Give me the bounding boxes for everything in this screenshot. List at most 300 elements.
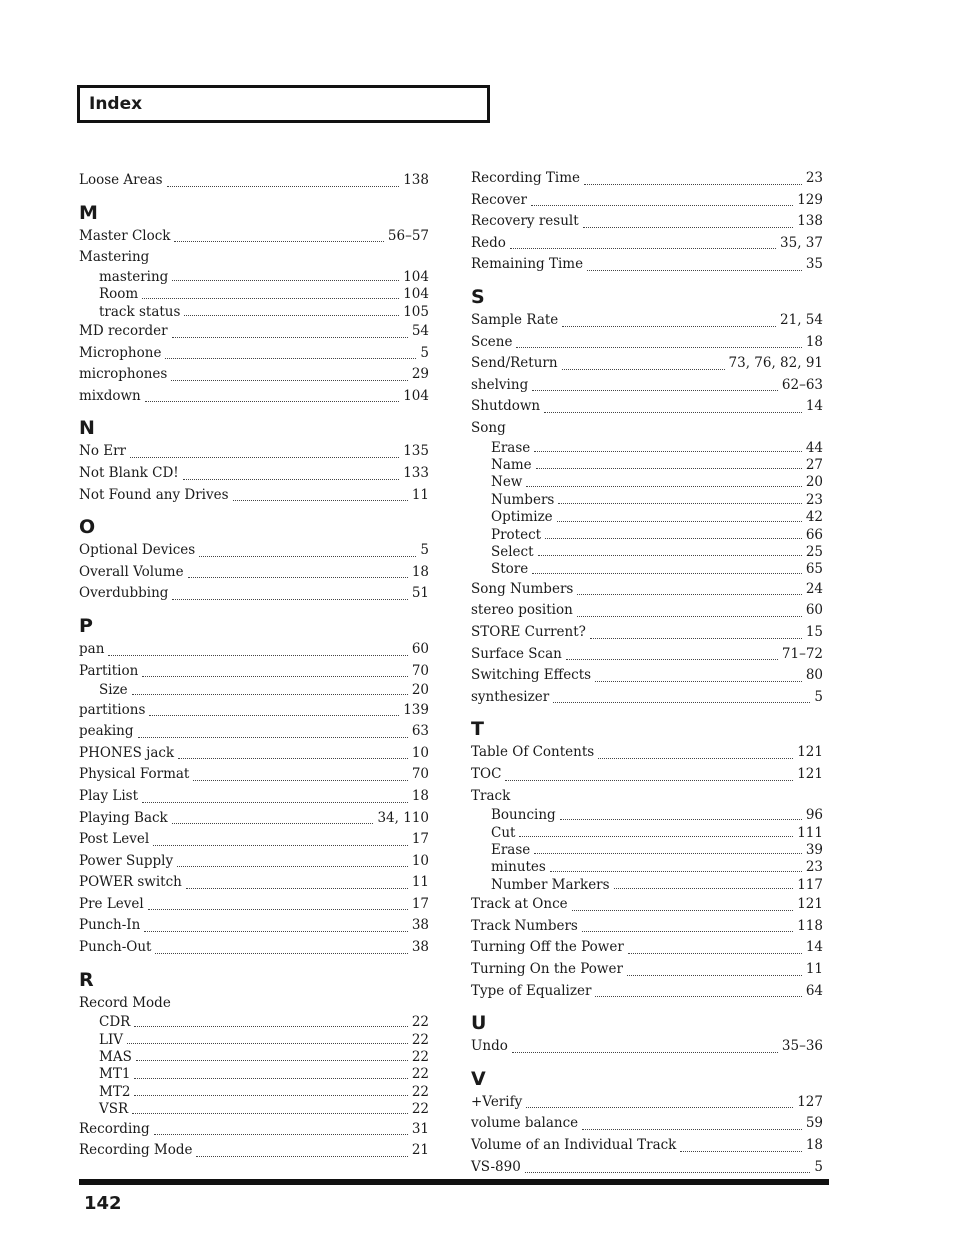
entry-label: minutes [491,859,546,876]
entry-page: 60 [411,640,429,657]
entry-label: Cut [491,824,516,841]
index-subentry [471,561,823,578]
entry-label: POWER switch [79,874,182,891]
entry-page: 35–36 [781,1038,823,1055]
entry-page: 64 [805,982,823,999]
entry-page: 38 [411,939,429,956]
index-entry [471,916,823,938]
entry-label: track status [99,303,181,320]
entry-label: Table Of Contents [471,744,595,761]
dot-leader [614,877,794,894]
index-entry [471,1092,823,1114]
dot-leader [577,600,802,622]
entry-label: Recording Time [471,170,580,186]
entry-page: 135 [403,443,429,460]
entry-label: Select [491,543,534,560]
entry-page: 23 [805,859,823,876]
entry-page: 22 [411,1031,429,1048]
entry-label: Redo [471,234,506,251]
dot-leader [154,1119,408,1141]
entry-page: 10 [411,852,429,869]
dot-leader [562,353,725,375]
entry-page: 121 [797,896,823,913]
index-entry [471,418,823,440]
dot-leader [178,743,408,765]
dot-leader [142,286,399,303]
index-entry [79,321,429,343]
entry-page: 23 [805,170,823,186]
entry-label: Recording Mode [79,1142,193,1159]
entry-page: 22 [411,1101,429,1118]
entry-page: 63 [411,723,429,740]
dot-leader [134,1014,407,1031]
entry-label: +Verify [471,1093,523,1110]
entry-page: 18 [411,563,429,580]
index-subentry [79,682,429,699]
index-column-left [79,170,429,1162]
index-entry [79,226,429,248]
section-letter: P [79,614,93,637]
dot-leader [531,190,793,212]
index-entry [471,937,823,959]
entry-page: 54 [411,323,429,339]
entry-label: Numbers [491,491,555,508]
dot-leader [595,665,802,687]
entry-label: Record Mode [79,994,171,1011]
entry-page: 11 [411,486,429,503]
index-entry [79,343,429,365]
entry-page: 5 [420,344,429,361]
index-entry [471,375,823,397]
entry-label: Power Supply [79,852,174,869]
dot-leader [199,540,416,562]
entry-label: mastering [99,268,169,285]
index-subentry [471,877,823,894]
entry-label: Shutdown [471,398,541,415]
dot-leader [582,916,793,938]
dot-leader [680,1135,801,1157]
index-entry [79,851,429,873]
index-column-right [471,168,823,1178]
index-entry [79,764,429,786]
entry-label: Surface Scan [471,645,562,662]
dot-leader [505,764,793,786]
index-entry [471,396,823,418]
index-entry [471,190,823,212]
entry-page: 70 [411,662,429,679]
index-subentry [471,807,823,824]
entry-label: No Err [79,443,126,460]
index-entry [471,1135,823,1157]
index-subentry [79,1084,429,1101]
entry-label: Sample Rate [471,311,559,328]
entry-label: Pre Level [79,895,144,912]
entry-label: Recovery result [471,213,579,230]
entry-label: Microphone [79,344,162,361]
entry-page: 59 [805,1115,823,1132]
dot-leader [127,1032,408,1049]
entry-label: shelving [471,376,529,393]
entry-page: 5 [420,542,429,559]
entry-label: Protect [491,526,542,543]
index-entry [79,441,429,463]
dot-leader [538,544,802,561]
entry-label: Size [99,682,128,699]
entry-label: peaking [79,723,134,740]
index-entry [471,1157,823,1179]
dot-leader [130,441,399,463]
dot-leader [165,343,416,365]
dot-leader [526,474,801,491]
entry-page: 20 [411,682,429,699]
entry-page: 22 [411,1049,429,1066]
index-entry [471,981,823,1003]
entry-page: 20 [805,474,823,491]
dot-leader [519,825,793,842]
entry-label: Name [491,456,532,473]
entry-label: MAS [99,1049,132,1066]
index-entry [471,332,823,354]
index-entry [79,808,429,830]
index-entry [471,1036,823,1058]
dot-leader [167,170,400,192]
section-letter: T [471,718,484,741]
index-subentry [79,286,429,303]
entry-label: LIV [99,1031,124,1048]
index-entry [79,583,429,605]
entry-page: 34, 110 [377,809,429,826]
entry-page: 104 [403,286,429,303]
page-title: Index [89,94,143,114]
index-entry [79,829,429,851]
entry-label: Punch-Out [79,939,152,956]
dot-leader [184,304,399,321]
dot-leader [153,247,425,269]
entry-label: VSR [99,1101,129,1118]
dot-leader [598,742,793,764]
dot-leader [172,808,374,830]
entry-label: Store [491,561,529,578]
entry-page: 139 [403,701,429,718]
dot-leader [174,226,383,248]
entry-page: 27 [805,456,823,473]
entry-page: 15 [805,623,823,640]
dot-leader [534,842,802,859]
entry-page: 18 [411,787,429,804]
page-number: 142 [84,1193,122,1214]
index-entry [471,786,823,808]
index-subentry [471,825,823,842]
entry-page: 29 [411,366,429,383]
index-subentry [79,1049,429,1066]
entry-label: MT1 [99,1066,131,1083]
index-subentry [79,1101,429,1118]
entry-page: 17 [411,831,429,848]
index-entry [79,247,429,269]
index-entry [79,485,429,507]
entry-page: 35 [805,256,823,273]
entry-label: volume balance [471,1115,579,1132]
entry-label: MT2 [99,1083,131,1100]
dot-leader [544,396,802,418]
entry-label: Turning On the Power [471,960,623,977]
index-entry [79,1119,429,1141]
index-entry [471,600,823,622]
dot-leader [510,418,819,440]
entry-label: Track Numbers [471,917,578,934]
entry-page: 21, 54 [780,311,823,328]
entry-page: 66 [805,526,823,543]
dot-leader [560,807,802,824]
entry-page: 121 [797,744,823,761]
entry-label: Turning Off the Power [471,939,624,956]
index-entry [79,463,429,485]
entry-label: partitions [79,701,146,718]
entry-label: Not Found any Drives [79,486,229,503]
index-subentry [79,1066,429,1083]
entry-page: 121 [797,765,823,782]
entry-label: Room [99,286,139,303]
index-entry [79,993,429,1015]
dot-leader [577,579,801,601]
entry-page: 56–57 [387,227,429,244]
index-entry [79,170,429,192]
dot-leader [132,1101,408,1118]
dot-leader [536,457,802,474]
section-letter: R [79,968,94,991]
index-entry [471,644,823,666]
dot-leader [557,509,802,526]
entry-label: Track at Once [471,896,568,913]
index-entry [79,700,429,722]
index-entry [79,540,429,562]
index-entry [471,211,823,233]
dot-leader [534,440,802,457]
index-subentry [471,544,823,561]
dot-leader [132,682,408,699]
entry-label: Remaining Time [471,256,584,273]
entry-page: 25 [805,543,823,560]
entry-page: 65 [805,561,823,578]
dot-leader [177,851,408,873]
index-subentry [471,509,823,526]
index-entry [79,915,429,937]
entry-label: Song Numbers [471,580,574,597]
entry-label: Bouncing [491,807,556,824]
entry-page: 70 [411,766,429,783]
entry-label: Post Level [79,831,150,848]
entry-page: 14 [805,398,823,415]
entry-label: Volume of an Individual Track [471,1136,677,1153]
entry-label: Erase [491,841,531,858]
entry-page: 138 [797,213,823,230]
dot-leader [145,386,399,408]
dot-leader [532,561,802,578]
entry-page: 18 [805,1136,823,1153]
dot-leader [149,700,399,722]
dot-leader [584,168,802,190]
dot-leader [172,269,399,286]
entry-page: 35, 37 [780,234,823,251]
index-entry [79,364,429,386]
dot-leader [193,764,407,786]
entry-label: Loose Areas [79,172,163,188]
dot-leader [512,1036,778,1058]
entry-page: 11 [411,874,429,891]
entry-page: 44 [805,439,823,456]
entry-page: 5 [814,688,823,705]
index-entry [471,233,823,255]
index-entry [79,386,429,408]
entry-label: Physical Format [79,766,190,783]
entry-page: 10 [411,744,429,761]
entry-label: Number Markers [491,876,610,893]
dot-leader [196,1140,407,1162]
index-subentry [471,842,823,859]
dot-leader [516,332,801,354]
entry-page: 23 [805,491,823,508]
dot-leader [525,1157,811,1179]
index-subentry [471,527,823,544]
entry-page: 111 [797,824,823,841]
entry-label: VS-890 [471,1158,521,1175]
entry-page: 51 [411,585,429,602]
entry-label: Optional Devices [79,542,196,559]
entry-page: 24 [805,580,823,597]
entry-label: PHONES jack [79,744,175,761]
index-entry [471,254,823,276]
index-subentry [471,492,823,509]
dot-leader [545,527,802,544]
index-entry [79,872,429,894]
index-entry [79,721,429,743]
entry-label: mixdown [79,387,141,404]
entry-page: 104 [403,387,429,404]
dot-leader [562,310,776,332]
index-entry [471,959,823,981]
entry-page: 14 [805,939,823,956]
entry-page: 21 [411,1142,429,1159]
index-entry [79,639,429,661]
index-entry [79,894,429,916]
index-subentry [79,1014,429,1031]
index-header-box [77,85,490,123]
index-entry [471,353,823,375]
entry-label: MD recorder [79,323,168,339]
section-letter: N [79,417,95,440]
entry-page: 117 [797,876,823,893]
index-entry [79,937,429,959]
dot-leader [175,993,425,1015]
dot-leader [183,463,400,485]
entry-label: pan [79,640,105,657]
dot-leader [153,829,408,851]
entry-page: 138 [403,172,429,188]
entry-label: Overdubbing [79,585,169,602]
entry-page: 129 [797,191,823,208]
dot-leader [188,562,408,584]
dot-leader [233,485,408,507]
index-entry [79,743,429,765]
entry-page: 22 [411,1066,429,1083]
entry-page: 22 [411,1014,429,1031]
dot-leader [627,959,802,981]
entry-page: 17 [411,895,429,912]
index-subentry [79,1032,429,1049]
entry-page: 105 [403,303,429,320]
entry-page: 118 [797,917,823,934]
entry-label: CDR [99,1014,131,1031]
section-letter: U [471,1012,487,1035]
entry-label: Track [471,787,511,804]
entry-label: TOC [471,765,502,782]
dot-leader [566,644,778,666]
dot-leader [186,872,408,894]
index-entry [471,310,823,332]
dot-leader [134,1084,407,1101]
dot-leader [510,233,776,255]
index-subentry [79,269,429,286]
entry-label: stereo position [471,602,573,619]
entry-page: 39 [805,841,823,858]
dot-leader [526,1092,793,1114]
index-subentry [471,474,823,491]
index-entry [79,786,429,808]
index-entry [471,894,823,916]
dot-leader [144,915,407,937]
dot-leader [172,583,407,605]
index-entry [79,562,429,584]
dot-leader [134,1066,407,1083]
entry-label: Type of Equalizer [471,982,592,999]
index-subentry [79,304,429,321]
dot-leader [628,937,802,959]
entry-label: Recording [79,1120,150,1137]
dot-leader [590,622,802,644]
entry-page: 71–72 [781,645,823,662]
index-entry [471,622,823,644]
entry-page: 60 [805,602,823,619]
index-subentry [471,457,823,474]
index-entry [471,579,823,601]
dot-leader [172,321,408,343]
entry-label: New [491,474,523,491]
index-subentry [471,859,823,876]
entry-page: 127 [797,1093,823,1110]
entry-label: Optimize [491,509,553,526]
dot-leader [558,492,801,509]
dot-leader [171,364,407,386]
entry-label: Mastering [79,249,150,266]
entry-label: Playing Back [79,809,168,826]
dot-leader [553,687,810,709]
footer-rule [79,1179,829,1185]
dot-leader [148,894,408,916]
section-letter: M [79,201,98,224]
entry-label: Play List [79,787,139,804]
entry-label: Not Blank CD! [79,464,179,481]
section-letter: O [79,516,96,539]
dot-leader [587,254,802,276]
entry-page: 11 [805,960,823,977]
dot-leader [595,981,801,1003]
entry-page: 62–63 [781,376,823,393]
entry-label: Song [471,419,506,436]
entry-page: 31 [411,1120,429,1137]
dot-leader [136,1049,408,1066]
dot-leader [108,639,407,661]
index-entry [471,665,823,687]
